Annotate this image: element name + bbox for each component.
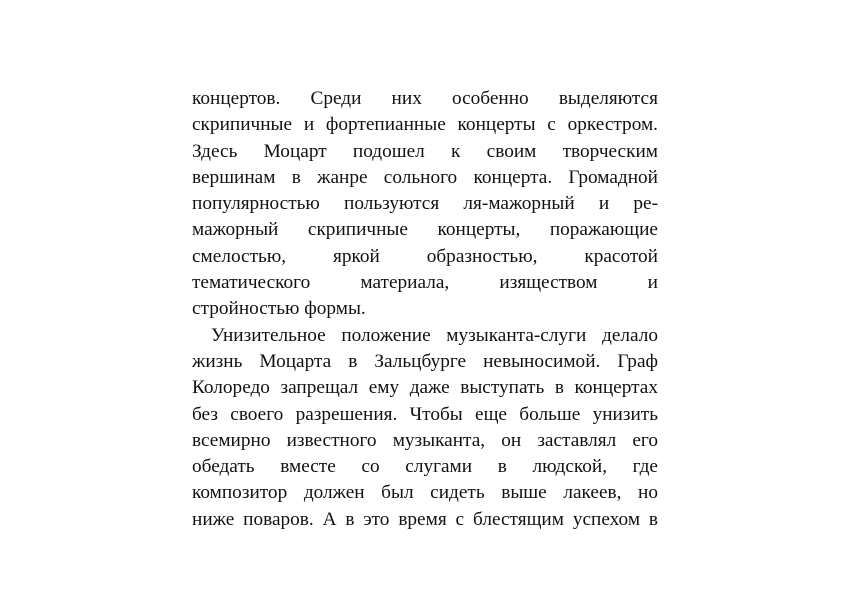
- text-line: концертов. Среди них особенно выделяются: [192, 88, 658, 109]
- text-line: скрипичные и фортепианные концерты с оркестром.: [192, 114, 658, 136]
- text-line: популярностью пользуются ля-мажорный и ре-: [192, 193, 658, 215]
- text-line: всемирно известного музыканта, он заставлял его: [192, 429, 658, 451]
- text-line: мажорный скрипичные концерты, поражающие: [192, 219, 658, 241]
- text-line: обедать вместе со слугами в людской, где: [192, 456, 658, 478]
- text-line: стройностью формы.: [192, 298, 366, 320]
- text-line: Унизительное положение музыканта-слуги делало: [211, 324, 658, 346]
- text-line: ниже поваров. А в это время с блестящим успехом в: [192, 508, 658, 530]
- text-line: Здесь Моцарт подошел к своим творческим: [192, 140, 658, 162]
- paragraph-1: [192, 86, 658, 323]
- text-line: вершинам в жанре сольного концерта. Громадной: [192, 166, 658, 188]
- text-line: без своего разрешения. Чтобы еще больше унизить: [192, 403, 658, 425]
- body-text: [192, 86, 658, 533]
- text-line: Колоредо запрещал ему даже выступать в концертах: [192, 377, 658, 399]
- text-line: смелостью, яркой образностью, красотой: [192, 245, 658, 267]
- text-line: жизнь Моцарта в Зальцбурге невыносимой. Граф: [192, 350, 658, 372]
- text-line: композитор должен был сидеть выше лакеев, но: [192, 482, 658, 504]
- paragraph-2: [192, 323, 658, 533]
- text-line: тематического материала, изяществом и: [192, 272, 658, 294]
